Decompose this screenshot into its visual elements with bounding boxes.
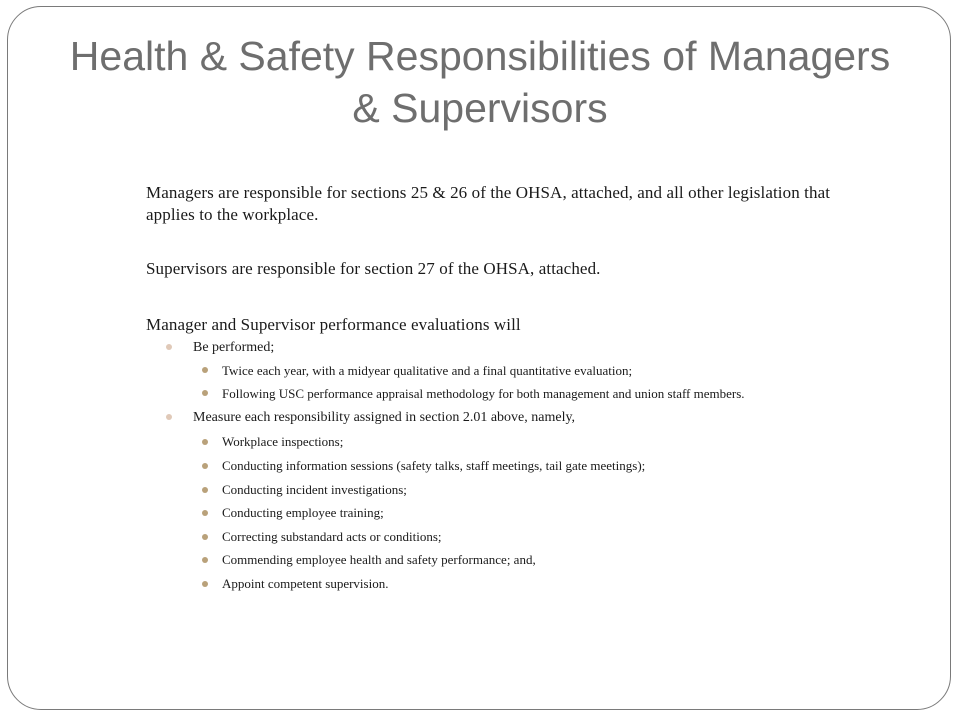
managers-paragraph: Managers are responsible for sections 25 & 26 of the OHSA, attached, and all other legislation that applies to the workplace.: [146, 183, 831, 224]
bullet-label: Conducting information sessions (safety talks, staff meetings, tail gate meetings);: [222, 458, 646, 473]
bullet-label: Appoint competent supervision.: [222, 576, 389, 591]
bullet-dot-icon: [166, 414, 172, 420]
bullet-label: Twice each year, with a midyear qualitative and a final quantitative evaluation;: [222, 363, 633, 378]
bullet-dot-icon: [202, 390, 208, 396]
bullet-label: Correcting substandard acts or conditions;: [222, 529, 442, 544]
bullet-label: Commending employee health and safety performance; and,: [222, 552, 536, 567]
bullet-label: Workplace inspections;: [222, 434, 344, 449]
evaluations-paragraph: Manager and Supervisor performance evaluations will: [146, 315, 521, 334]
bullet-dot-icon: [202, 534, 208, 540]
bullet-label: Following USC performance appraisal methodology for both management and union staff members.: [222, 386, 745, 401]
bullet-label: Be performed;: [193, 340, 275, 355]
bullet-dot-icon: [202, 367, 208, 373]
supervisors-paragraph: Supervisors are responsible for section 27 of the OHSA, attached.: [146, 259, 601, 278]
bullet-label: Conducting incident investigations;: [222, 482, 407, 497]
slide-title: Health & Safety Responsibilities of Managers & Supervisors: [69, 33, 891, 131]
bullet-dot-icon: [202, 557, 208, 563]
bullet-dot-icon: [202, 463, 208, 469]
bullet-dot-icon: [202, 581, 208, 587]
bullet-label: Measure each responsibility assigned in section 2.01 above, namely,: [193, 410, 576, 425]
bullet-dot-icon: [166, 344, 172, 350]
bullet-dot-icon: [202, 487, 208, 493]
bullet-label: Conducting employee training;: [222, 505, 384, 520]
bullet-dot-icon: [202, 510, 208, 516]
bullet-dot-icon: [202, 439, 208, 445]
